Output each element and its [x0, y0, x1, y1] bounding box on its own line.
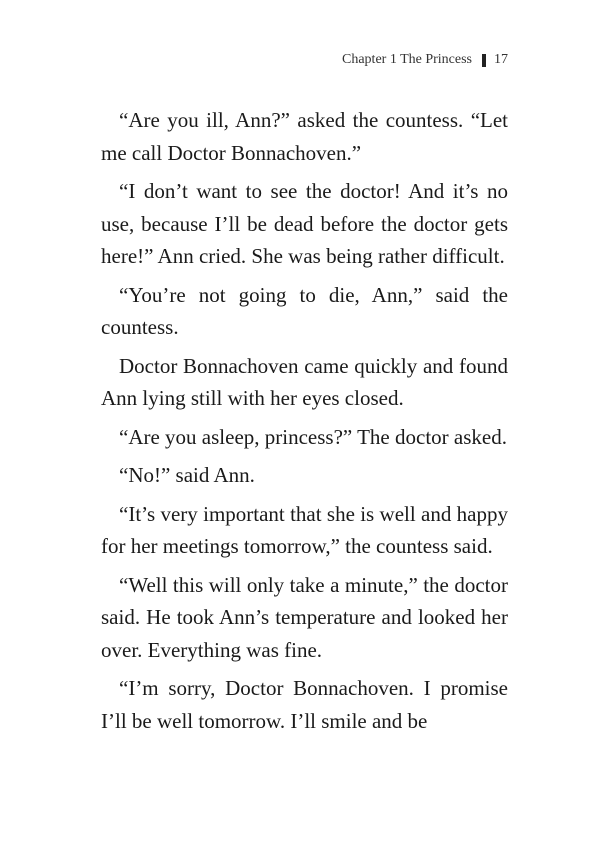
paragraph: Doctor Bonnachoven came quickly and found Ann lying still with her eyes closed.: [101, 353, 508, 410]
paragraph: “You’re not going to die, Ann,” said the countess.: [101, 282, 508, 339]
paragraph: “I’m sorry, Doctor Bonnachoven. I promise I’ll be well tomorrow. I’ll smile and be: [101, 676, 508, 733]
page-number: 17: [494, 52, 508, 67]
paragraph: “Well this will only take a minute,” the doctor said. He took Ann’s temperature and looked her over. Everything was fine.: [101, 572, 508, 662]
header-separator-bar: [482, 54, 486, 67]
paragraph: “Are you asleep, princess?” The doctor asked.: [119, 424, 507, 449]
paragraph: “It’s very important that she is well and happy for her meetings tomorrow,” the countess said.: [101, 501, 508, 558]
paragraph: “Are you ill, Ann?” asked the countess. “Let me call Doctor Bonnachoven.”: [101, 108, 508, 165]
chapter-title: Chapter 1 The Princess: [342, 52, 472, 67]
running-header: [342, 52, 508, 68]
paragraph: “No!” said Ann.: [119, 463, 255, 487]
paragraph: “I don’t want to see the doctor! And it’s no use, because I’ll be dead before the doctor gets here!” Ann cried. She was being rather difficult.: [101, 179, 508, 268]
body-text: [101, 104, 508, 743]
